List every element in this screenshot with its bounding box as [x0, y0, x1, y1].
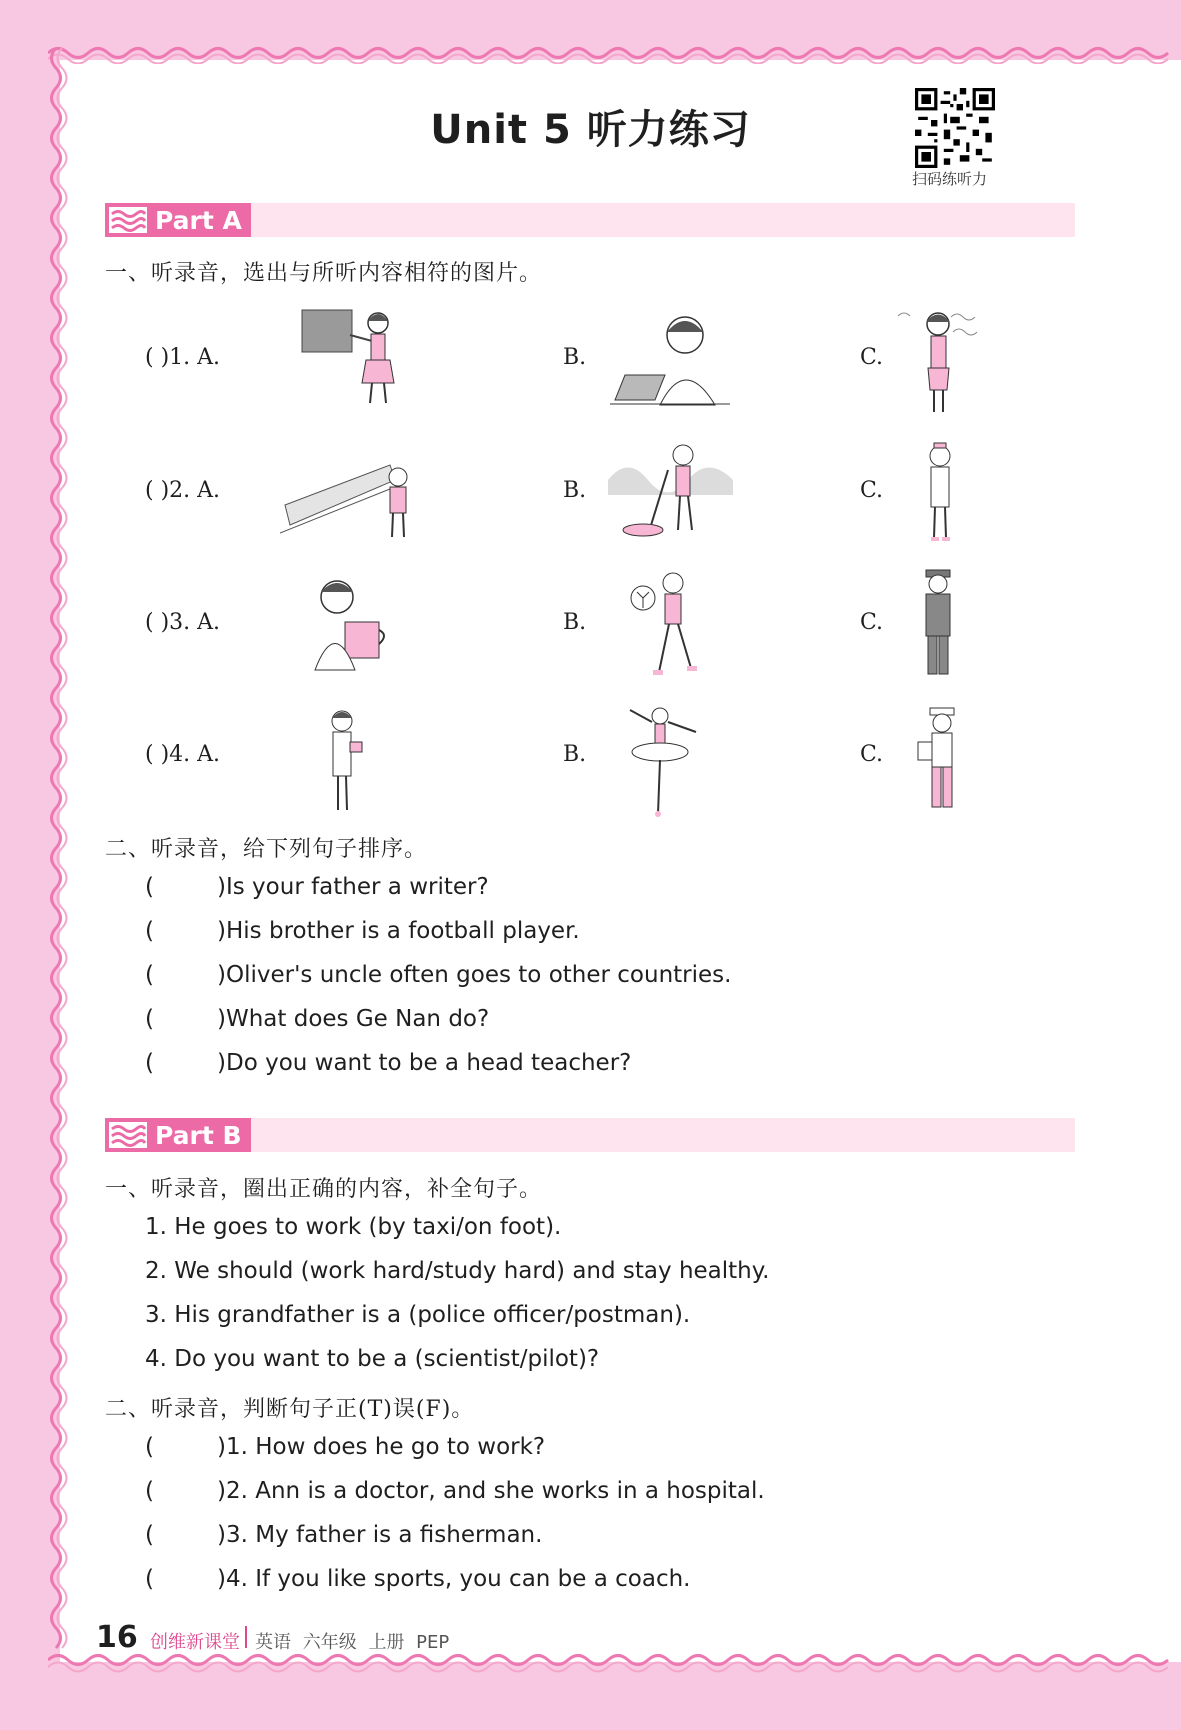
tf-item-2: ( )2. Ann is a doctor, and she works in a hospital. — [145, 1478, 765, 1504]
page-number: 16 — [96, 1620, 138, 1655]
wave-border-left — [44, 48, 68, 1662]
order-item-4: ( )What does Ge Nan do? — [145, 1006, 490, 1032]
q1-row-1-c: C. — [860, 345, 884, 370]
page-title: Unit 5 听力练习 — [430, 107, 751, 153]
tf-item-1: ( )1. How does he go to work? — [145, 1434, 546, 1460]
part-a-label-box — [105, 203, 251, 237]
q1-row-4-b: B. — [563, 742, 587, 767]
q1-row-3-b: B. — [563, 610, 587, 635]
answer-blank[interactable]: ( — [145, 1478, 154, 1504]
answer-blank[interactable]: ( — [145, 874, 154, 900]
nurse-picture — [915, 440, 965, 545]
q1-row-2-prefix: ( )2. A. — [145, 478, 221, 503]
part-a-q2-heading: 二、听录音，给下列句子排序。 — [105, 837, 428, 862]
wave-border-top — [48, 42, 1181, 64]
answer-blank[interactable]: ( — [145, 1050, 154, 1076]
order-item-5: ( )Do you want to be a head teacher? — [145, 1050, 632, 1076]
part-b-q2-heading: 二、听录音，判断句子正(T)误(F)。 — [105, 1397, 475, 1422]
answer-blank[interactable]: ( — [145, 962, 154, 988]
qr-code-icon[interactable] — [915, 88, 995, 168]
q1-row-1-prefix: ( )1. A. — [145, 345, 221, 370]
part-a-label: Part A — [155, 205, 242, 235]
circle-item-2: 2. We should (work hard/study hard) and stay healthy. — [145, 1258, 770, 1284]
police-officer-picture — [918, 568, 958, 680]
footer-book-info: 英语 六年级 上册 PEP — [255, 1632, 450, 1653]
wave-lines-icon — [109, 207, 147, 233]
dancer-picture — [622, 702, 702, 820]
circle-item-3: 3. His grandfather is a (police officer/postman). — [145, 1302, 691, 1328]
wave-lines-icon — [109, 1122, 147, 1148]
answer-blank[interactable]: ( — [145, 1566, 154, 1592]
football-player-picture — [625, 568, 705, 683]
tf-item-3: ( )3. My father is a fisherman. — [145, 1522, 543, 1548]
answer-blank[interactable]: ( — [145, 1434, 154, 1460]
part-a-q1-heading: 一、听录音，选出与所听内容相符的图片。 — [105, 261, 543, 286]
q1-row-3-prefix: ( )3. A. — [145, 610, 221, 635]
tf-item-4: ( )4. If you like sports, you can be a coach. — [145, 1566, 691, 1592]
answer-blank[interactable]: ( — [145, 1522, 154, 1548]
footer-divider — [245, 1626, 247, 1648]
answer-blank[interactable]: ( — [145, 1006, 154, 1032]
part-b-label-box — [105, 1118, 251, 1152]
footer-brand: 创维新课堂 — [150, 1632, 240, 1653]
q1-row-4-prefix: ( )4. A. — [145, 742, 221, 767]
part-b-bar — [105, 1118, 1075, 1152]
order-item-2: ( )His brother is a football player. — [145, 918, 580, 944]
q1-row-1-b: B. — [563, 345, 587, 370]
order-item-3: ( )Oliver's uncle often goes to other countries. — [145, 962, 732, 988]
singer-picture — [893, 302, 983, 417]
q1-row-3-c: C. — [860, 610, 884, 635]
part-b-label: Part B — [155, 1120, 242, 1150]
answer-blank[interactable]: ( — [145, 918, 154, 944]
part-a-bar — [105, 203, 1075, 237]
postman-picture — [912, 706, 974, 816]
q1-row-4-c: C. — [860, 742, 884, 767]
engineer-train-picture — [280, 445, 430, 540]
q1-row-2-b: B. — [563, 478, 587, 503]
circle-item-4: 4. Do you want to be a (scientist/pilot)? — [145, 1346, 600, 1372]
writer-at-laptop-picture — [610, 310, 730, 410]
wave-border-bottom — [48, 1652, 1181, 1674]
scientist-picture — [320, 706, 375, 816]
cook-picture — [305, 572, 395, 672]
circle-item-1: 1. He goes to work (by taxi/on foot). — [145, 1214, 562, 1240]
cleaner-picture — [608, 440, 733, 540]
qr-caption: 扫码练听力 — [912, 170, 988, 188]
part-b-q1-heading: 一、听录音，圈出正确的内容，补全句子。 — [105, 1177, 543, 1202]
q1-row-2-c: C. — [860, 478, 884, 503]
teacher-picture — [300, 305, 400, 410]
order-item-1: ( )Is your father a writer? — [145, 874, 489, 900]
